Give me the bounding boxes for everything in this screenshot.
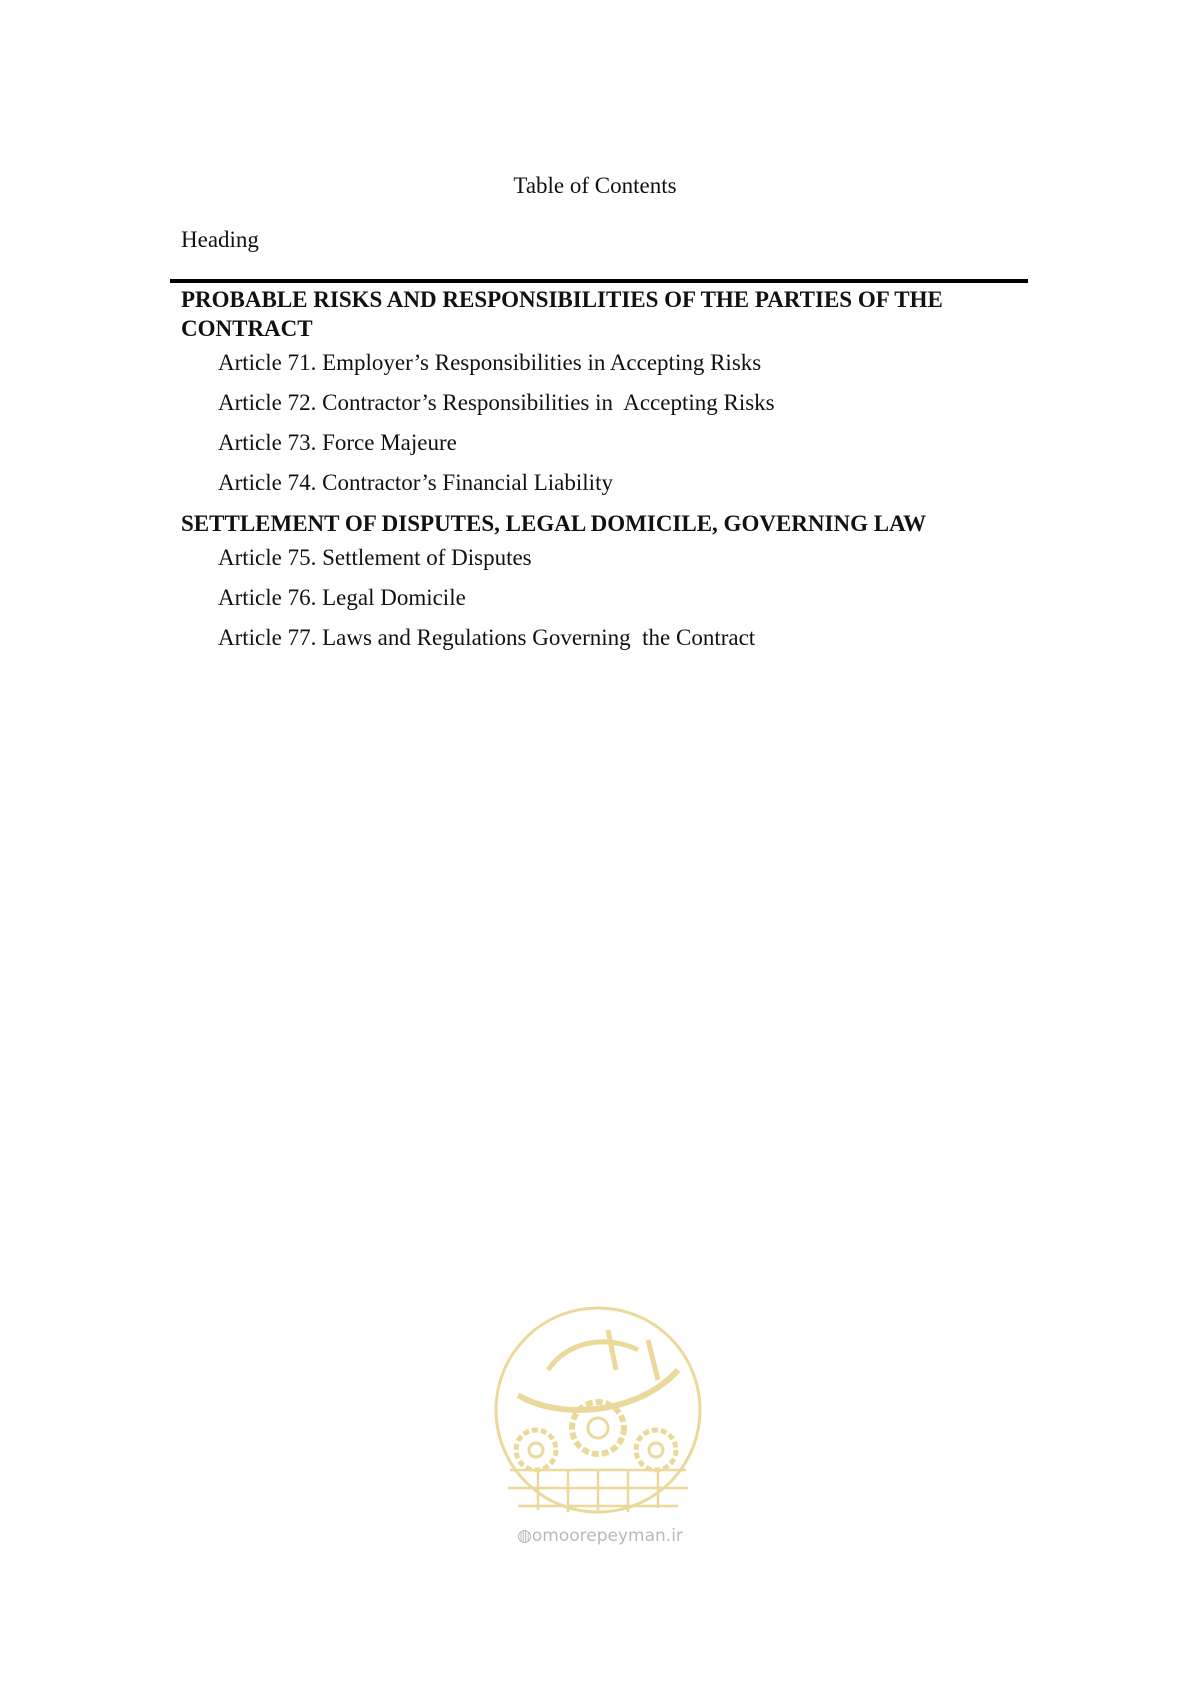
- watermark-logo: [488, 1300, 708, 1550]
- toc-entry-article-73[interactable]: Article 73. Force Majeure: [218, 430, 457, 455]
- section-title: SETTLEMENT OF DISPUTES, LEGAL DOMICILE, GOVERNING LAW: [181, 511, 927, 536]
- document-title: Table of Contents: [513, 173, 677, 198]
- globe-icon: ◍: [517, 1526, 532, 1546]
- heading-rule: [170, 279, 1028, 283]
- heading-label: Heading: [181, 227, 259, 252]
- toc-entry-article-77[interactable]: Article 77. Laws and Regulations Governing the Contract: [218, 625, 756, 650]
- section-title: PROBABLE RISKS AND RESPONSIBILITIES OF THE PARTIES OF THE CONTRACT: [181, 287, 943, 341]
- table-of-contents: [181, 285, 1011, 664]
- watermark-url-text: omoorepeyman.ir: [531, 1526, 683, 1546]
- toc-entry-article-76[interactable]: Article 76. Legal Domicile: [218, 585, 466, 610]
- toc-entry-article-71[interactable]: Article 71. Employer’s Responsibilities in Accepting Risks: [218, 350, 762, 375]
- toc-entry-article-72[interactable]: Article 72. Contractor’s Responsibilities in Accepting Risks: [218, 390, 775, 415]
- toc-entry-article-75[interactable]: Article 75. Settlement of Disputes: [218, 545, 532, 570]
- watermark-url: [500, 1526, 700, 1546]
- toc-entry-article-74[interactable]: Article 74. Contractor’s Financial Liability: [218, 470, 613, 495]
